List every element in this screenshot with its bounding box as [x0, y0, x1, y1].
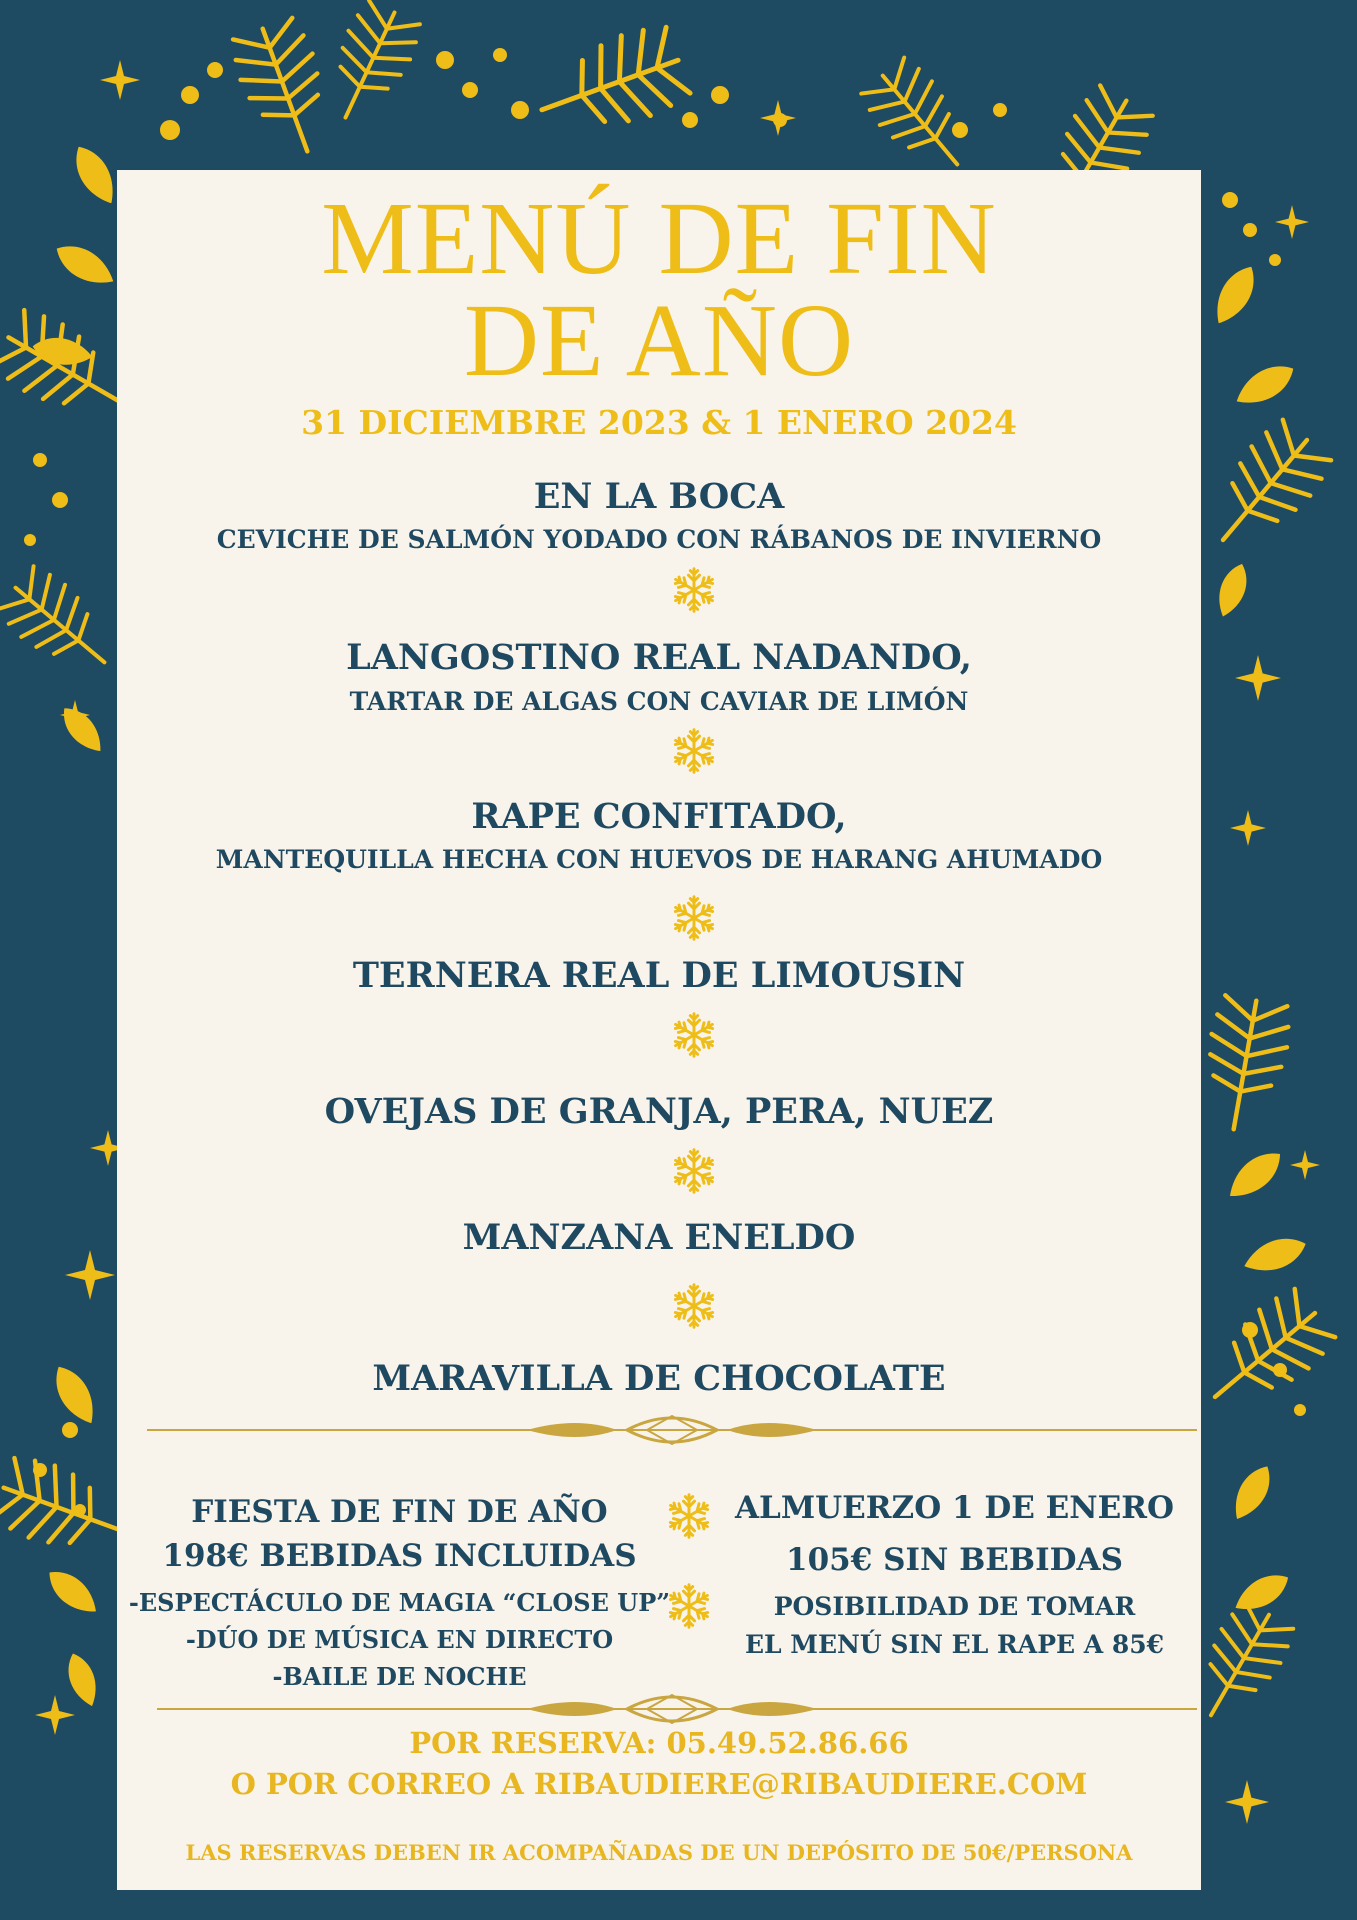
- menu-title: [117, 181, 1201, 398]
- party-price: 198€ BEBIDAS INCLUIDAS: [162, 1538, 637, 1574]
- snowflake-icon: [670, 564, 718, 616]
- course-description: TARTAR DE ALGAS CON CAVIAR DE LIMÓN: [349, 687, 969, 716]
- course-name: MARAVILLA DE CHOCOLATE: [372, 1358, 946, 1399]
- course-description: CEVICHE DE SALMÓN YODADO CON RÁBANOS DE INVIERNO: [216, 525, 1102, 554]
- party-offer: [117, 1490, 682, 1695]
- snowflake-icon: [670, 1280, 718, 1332]
- course-name: TERNERA REAL DE LIMOUSIN: [352, 955, 966, 996]
- title-line-1: MENÚ DE FIN: [321, 181, 997, 296]
- party-title: FIESTA DE FIN DE AÑO: [191, 1494, 608, 1530]
- deposit-note: LAS RESERVAS DEBEN IR ACOMPAÑADAS DE UN DEPÓSITO DE 50€/PERSONA: [185, 1840, 1133, 1865]
- reservation-phone: POR RESERVA: 05.49.52.86.66: [409, 1726, 909, 1760]
- snowflake-icon: [665, 1490, 713, 1542]
- title-line-2: DE AÑO: [463, 283, 855, 398]
- event-dates: 31 DICIEMBRE 2023 & 1 ENERO 2024: [301, 403, 1017, 442]
- snowflake-icon: [670, 892, 718, 944]
- party-item: -DÚO DE MÚSICA EN DIRECTO: [185, 1625, 614, 1654]
- course-name: EN LA BOCA: [533, 476, 785, 517]
- lunch-title: ALMUERZO 1 DE ENERO: [734, 1490, 1175, 1526]
- course-name: RAPE CONFITADO,: [471, 796, 847, 837]
- course-name: MANZANA ENELDO: [462, 1217, 856, 1258]
- course-description: MANTEQUILLA HECHA CON HUEVOS DE HARANG AHUMADO: [215, 845, 1103, 874]
- menu-card: [117, 170, 1201, 1890]
- snowflake-icon: [670, 725, 718, 777]
- party-item: -BAILE DE NOCHE: [272, 1662, 527, 1691]
- lunch-price: 105€ SIN BEBIDAS: [786, 1542, 1123, 1578]
- lunch-note: EL MENÚ SIN EL RAPE A 85€: [744, 1630, 1165, 1659]
- snowflake-icon: [670, 1009, 718, 1061]
- lunch-note: POSIBILIDAD DE TOMAR: [773, 1592, 1136, 1621]
- ornament-divider: [157, 1689, 1197, 1729]
- snowflake-icon: [670, 1145, 718, 1197]
- lunch-offer: [717, 1482, 1192, 1664]
- party-item: -ESPECTÁCULO DE MAGIA “CLOSE UP”: [128, 1588, 671, 1617]
- snowflake-icon: [665, 1580, 713, 1632]
- reservation-email: O POR CORREO A RIBAUDIERE@RIBAUDIERE.COM: [230, 1767, 1088, 1801]
- course-name: OVEJAS DE GRANJA, PERA, NUEZ: [324, 1091, 994, 1132]
- course-name: LANGOSTINO REAL NADANDO,: [346, 637, 972, 678]
- ornament-divider: [147, 1410, 1197, 1450]
